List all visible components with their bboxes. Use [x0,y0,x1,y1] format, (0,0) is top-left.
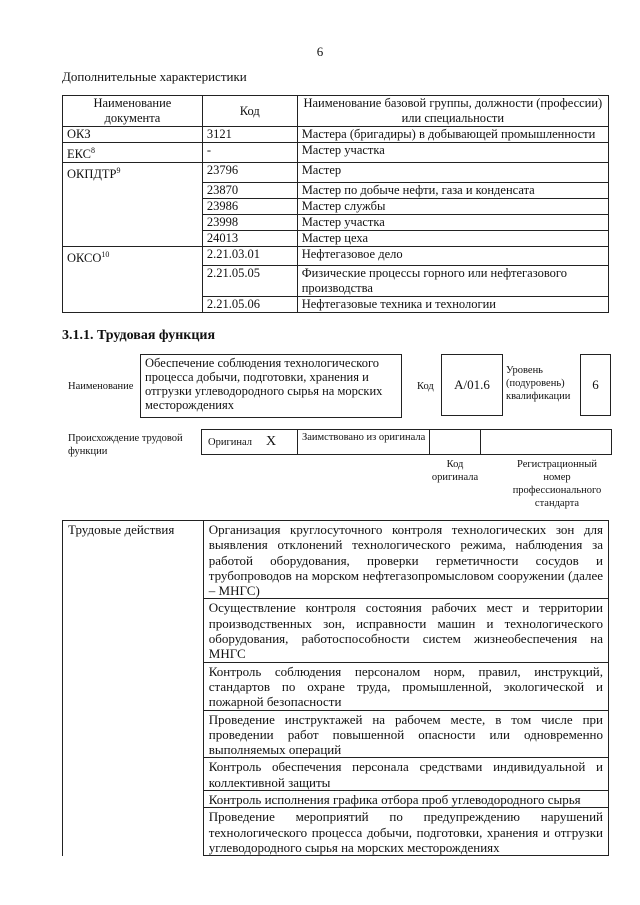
footnote-ref: 8 [91,146,95,155]
function-name-box: Обеспечение соблюдения технологического процесса добычи, подготовки, хранения и отгрузки углеводородного сырья на морских месторождениях [140,354,402,418]
origin-label: Происхождение трудовой функции [68,433,183,457]
table-row [63,521,609,599]
table-row [63,182,609,198]
table-row [63,163,609,183]
labor-actions-label: Трудовые действия [63,521,204,856]
code-original-label: Код оригинала [431,459,479,483]
group-name-cell: Мастер [297,163,608,183]
borrowed-label: Заимствовано из оригинала [302,432,426,443]
code-cell: 3121 [202,127,297,143]
code-original-cell [429,429,481,455]
original-label: Оригинал [208,437,252,448]
table-row [63,143,609,163]
table-row [63,230,609,246]
document-name: ОКЗ [67,127,91,141]
table-row [63,297,609,313]
document-cell [63,214,203,230]
document-cell [63,182,203,198]
labor-action-item: Проведение инструктажей на рабочем месте, в том числе при проведении работ повышенной опасности или одновременно выполняемых операций [203,710,608,758]
document-cell [63,198,203,214]
code-cell: 2.21.05.05 [202,266,297,297]
table-header-row [63,96,609,127]
footnote-ref: 10 [101,249,110,259]
section-heading: 3.1.1. Трудовая функция [62,328,216,343]
labor-action-item: Организация круглосуточного контроля технологических зон для выявления отклонений технологического режима, наблюдения за работой оборудования, проверки герметичности сосудов и трубопроводов на морском нефтегазопромысловом сооружении (далее – МНГС) [203,521,608,599]
header-document: Наименование документа [63,96,203,127]
code-cell: 2.21.03.01 [202,246,297,266]
qualification-level-box: 6 [580,354,611,416]
name-label: Наименование [68,381,134,392]
reg-number-cell [480,429,612,455]
labor-action-item: Контроль обеспечения персонала средствами индивидуальной и коллективной защиты [203,758,608,791]
original-cell [201,429,298,455]
labor-actions-table [62,520,609,856]
document-cell [63,246,203,266]
labor-action-item: Осуществление контроля состояния рабочих мест и территории производственных зон, исправности машин и технологического оборудования, работоспособности систем жизнеобеспечения на МНГС [203,599,608,662]
registration-number-label: Регистрационный номер профессионального стандарта [512,459,602,509]
code-cell: 23986 [202,198,297,214]
document-cell [63,143,203,163]
group-name-cell: Мастер цеха [297,230,608,246]
document-cell [63,230,203,246]
page-number: 6 [316,44,324,59]
original-mark: X [266,434,277,449]
document-name: ОКСО [67,250,102,265]
table-row [63,198,609,214]
code-label: Код [417,381,434,392]
document-cell [63,163,203,183]
code-cell: 23998 [202,214,297,230]
group-name-cell: Мастер участка [297,143,608,163]
code-cell: - [202,143,297,163]
group-name-cell: Мастера (бригадиры) в добывающей промышленности [297,127,608,143]
document-cell [63,266,203,297]
table-row [63,214,609,230]
labor-action-item: Проведение мероприятий по предупреждению нарушений технологического процесса добычи, подготовки, хранения и отгрузки углеводородного сырья на морских месторождениях [203,808,608,856]
table-row [63,246,609,266]
additional-characteristics-title: Дополнительные характеристики [62,69,247,84]
qualification-level-label: Уровень (подуровень) квалификации [506,365,571,402]
table-row [63,127,609,143]
classification-table [62,95,609,313]
group-name-cell: Мастер по добыче нефти, газа и конденсата [297,182,608,198]
footnote-ref: 9 [116,166,121,176]
code-cell: 24013 [202,230,297,246]
document-cell [63,127,203,143]
function-code-box: А/01.6 [441,354,503,416]
group-name-cell: Физические процессы горного или нефтегазового производства [297,266,608,297]
document-name: ЕКС [67,147,91,162]
document-name: ОКПДТР [67,167,117,182]
labor-action-item: Контроль исполнения графика отбора проб углеводородного сырья [203,791,608,808]
header-group-name: Наименование базовой группы, должности (профессии) или специальности [297,96,608,127]
document-cell [63,297,203,313]
code-cell: 23796 [202,163,297,183]
code-cell: 2.21.05.06 [202,297,297,313]
group-name-cell: Нефтегазовые техника и технологии [297,297,608,313]
borrowed-cell [297,429,430,455]
labor-action-item: Контроль соблюдения персоналом норм, правил, инструкций, стандартов по охране труда, промышленной, экологической и пожарной безопасности [203,662,608,710]
table-row [63,266,609,297]
group-name-cell: Мастер службы [297,198,608,214]
code-cell: 23870 [202,182,297,198]
group-name-cell: Нефтегазовое дело [297,246,608,266]
header-code: Код [202,96,297,127]
group-name-cell: Мастер участка [297,214,608,230]
